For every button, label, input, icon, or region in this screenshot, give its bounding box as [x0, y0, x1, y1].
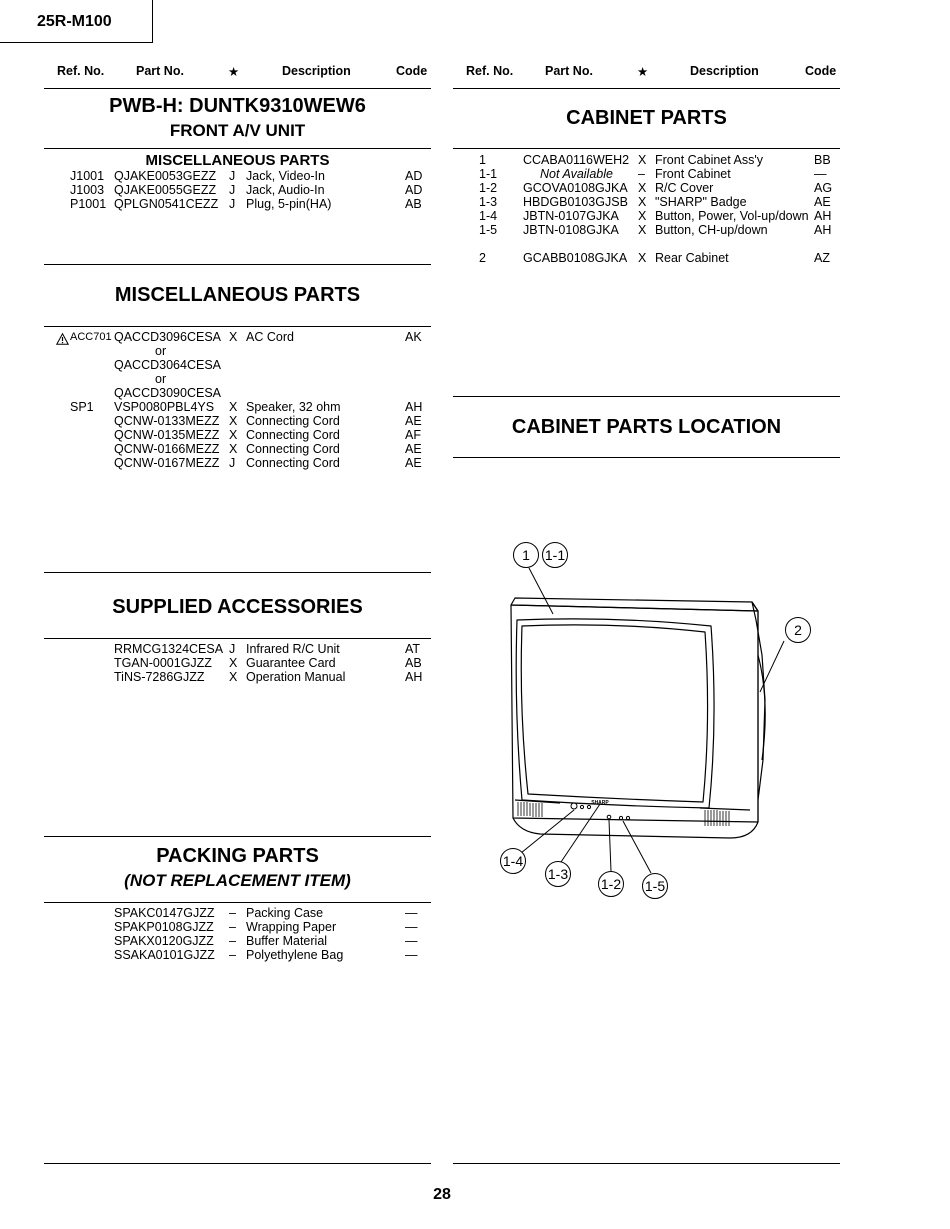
description: Button, Power, Vol-up/down — [655, 209, 809, 223]
mark: X — [638, 223, 647, 237]
description: Jack, Video-In — [246, 169, 325, 183]
tv-front-bezel — [511, 605, 758, 822]
callout-label: 2 — [794, 622, 802, 638]
mark: X — [638, 195, 647, 209]
description: Connecting Cord — [246, 428, 340, 442]
part-no: JBTN-0108GJKA — [523, 223, 619, 237]
divider — [44, 264, 431, 265]
part-no: QCNW-0167MEZZ — [114, 456, 220, 470]
mark: J — [229, 642, 236, 656]
code: — — [405, 906, 418, 920]
description: Speaker, 32 ohm — [246, 400, 341, 414]
ref-no: 1-5 — [479, 223, 498, 237]
description: Operation Manual — [246, 670, 346, 684]
ref-no: 1-3 — [479, 195, 498, 209]
pwb-subtitle: FRONT A/V UNIT — [169, 121, 306, 140]
part-no: or — [155, 344, 167, 358]
divider — [44, 836, 431, 837]
part-no: GCOVA0108GJKA — [523, 181, 628, 195]
divider — [453, 1163, 840, 1164]
callout-label: 1-2 — [600, 876, 622, 892]
part-no: QACCD3096CESA — [114, 330, 221, 344]
col-code: Code — [396, 64, 428, 78]
mark: X — [638, 181, 647, 195]
divider — [44, 902, 431, 903]
tv-rear-side — [752, 602, 765, 822]
divider — [44, 638, 431, 639]
part-no: JBTN-0107GJKA — [523, 209, 619, 223]
part-no: HBDGB0103GJSB — [523, 195, 628, 209]
code: AH — [405, 670, 423, 684]
divider — [44, 88, 431, 89]
ref-no: P1001 — [70, 197, 107, 211]
description: Packing Case — [246, 906, 324, 920]
code: AD — [405, 169, 423, 183]
ref-no: 1-1 — [479, 167, 498, 181]
description: Rear Cabinet — [655, 251, 729, 265]
mark: X — [638, 209, 647, 223]
part-no: TGAN-0001GJZZ — [114, 656, 212, 670]
code: AB — [405, 197, 422, 211]
ref-no: 1-2 — [479, 181, 498, 195]
col-part: Part No. — [545, 64, 593, 78]
part-no: RRMCG1324CESA — [114, 642, 224, 656]
col-desc: Description — [282, 64, 351, 78]
divider — [44, 148, 431, 149]
description: Polyethylene Bag — [246, 948, 344, 962]
ref-no: 1-4 — [479, 209, 498, 223]
col-ref: Ref. No. — [57, 64, 105, 78]
mark: – — [638, 167, 645, 181]
code: AZ — [814, 251, 830, 265]
mark: – — [229, 948, 236, 962]
mark: – — [229, 920, 236, 934]
model-number: 25R-M100 — [0, 0, 153, 43]
divider — [453, 88, 840, 89]
code: — — [814, 167, 827, 181]
code: — — [405, 920, 418, 934]
description: Wrapping Paper — [246, 920, 337, 934]
misc-title: MISCELLANEOUS PARTS — [114, 284, 361, 306]
mark: X — [229, 330, 238, 344]
callout-label: 1 — [522, 547, 530, 563]
part-no: GCABB0108GJKA — [523, 251, 628, 265]
description: Infrared R/C Unit — [246, 642, 340, 656]
mark: X — [638, 153, 647, 167]
packing-subtitle: (NOT REPLACEMENT ITEM) — [124, 871, 351, 890]
location-title: CABINET PARTS LOCATION — [511, 416, 782, 438]
col-desc: Description — [690, 64, 759, 78]
mark: J — [229, 183, 236, 197]
code: BB — [814, 153, 831, 167]
mark: X — [229, 656, 238, 670]
ref-no: 1 — [479, 153, 486, 167]
tv-screen — [521, 625, 707, 802]
mark: X — [229, 414, 238, 428]
ref-no: ACC701 — [70, 331, 112, 343]
accessories-title: SUPPLIED ACCESSORIES — [112, 596, 363, 618]
code: AE — [405, 414, 422, 428]
part-no: QPLGN0541CEZZ — [114, 197, 219, 211]
tv-screen-outer — [516, 619, 714, 808]
part-no: QACCD3064CESA — [114, 358, 221, 372]
ref-no: SP1 — [70, 400, 94, 414]
ref-no: J1001 — [70, 169, 105, 183]
col-ref: Ref. No. — [466, 64, 514, 78]
description: R/C Cover — [655, 181, 714, 195]
col-part: Part No. — [136, 64, 184, 78]
code: AE — [405, 456, 422, 470]
code: AH — [814, 223, 832, 237]
callout-label: 1-3 — [547, 866, 569, 882]
code: AE — [405, 442, 422, 456]
description: Connecting Cord — [246, 442, 340, 456]
col-star: ★ — [228, 65, 240, 79]
callout-label: 1-5 — [644, 878, 666, 894]
part-no: SPAKP0108GJZZ — [114, 920, 214, 934]
part-no: QJAKE0053GEZZ — [114, 169, 217, 183]
code: — — [405, 948, 418, 962]
mark: – — [229, 934, 236, 948]
callout-label: 1-1 — [544, 547, 566, 563]
mark: – — [229, 906, 236, 920]
description: Buffer Material — [246, 934, 328, 948]
divider — [453, 457, 840, 458]
tv-cabinet-diagram — [453, 530, 853, 910]
col-star: ★ — [637, 65, 649, 79]
part-no: QACCD3090CESA — [114, 386, 221, 400]
description: AC Cord — [246, 330, 294, 344]
part-no: QJAKE0055GEZZ — [114, 183, 217, 197]
divider — [44, 326, 431, 327]
cabinet-title: CABINET PARTS — [566, 107, 727, 129]
code: AB — [405, 656, 422, 670]
packing-title: PACKING PARTS — [156, 845, 319, 867]
col-code: Code — [805, 64, 837, 78]
code: AE — [814, 195, 831, 209]
sharp-badge: SHARP — [591, 800, 609, 806]
description: Connecting Cord — [246, 456, 340, 470]
divider — [453, 396, 840, 397]
description: Front Cabinet — [655, 167, 731, 181]
part-no: SPAKC0147GJZZ — [114, 906, 215, 920]
description: Guarantee Card — [246, 656, 336, 670]
description: Button, CH-up/down — [655, 223, 768, 237]
pwb-section-title: MISCELLANEOUS PARTS — [145, 152, 330, 169]
description: "SHARP" Badge — [655, 195, 747, 209]
part-no: TiNS-7286GJZZ — [114, 670, 205, 684]
part-no: or — [155, 372, 167, 386]
mark: J — [229, 197, 236, 211]
mark: X — [229, 442, 238, 456]
part-no: SSAKA0101GJZZ — [114, 948, 215, 962]
part-no: SPAKX0120GJZZ — [114, 934, 214, 948]
code: AF — [405, 428, 421, 442]
part-no: VSP0080PBL4YS — [114, 400, 215, 414]
divider — [453, 148, 840, 149]
part-no: CCABA0116WEH2 — [523, 153, 630, 167]
description: Front Cabinet Ass'y — [655, 153, 763, 167]
mark: X — [229, 428, 238, 442]
code: AD — [405, 183, 423, 197]
callout-label: 1-4 — [502, 853, 524, 869]
code: AK — [405, 330, 422, 344]
code: AT — [405, 642, 421, 656]
ref-no: J1003 — [70, 183, 105, 197]
code: AH — [405, 400, 423, 414]
code: — — [405, 934, 418, 948]
part-no: QCNW-0133MEZZ — [114, 414, 220, 428]
warning-icon — [56, 333, 69, 345]
mark: X — [229, 670, 238, 684]
page-number: 28 — [433, 1186, 451, 1203]
mark: X — [229, 400, 238, 414]
part-no: Not Available — [540, 167, 613, 181]
mark: J — [229, 456, 236, 470]
divider — [44, 1163, 431, 1164]
tv-rear-curve — [758, 655, 765, 760]
ref-no: 2 — [479, 251, 486, 265]
code: AG — [814, 181, 833, 195]
part-no: QCNW-0135MEZZ — [114, 428, 220, 442]
code: AH — [814, 209, 832, 223]
description: Plug, 5-pin(HA) — [246, 197, 332, 211]
pwb-title: PWB-H: DUNTK9310WEW6 — [109, 95, 366, 117]
description: Jack, Audio-In — [246, 183, 325, 197]
mark: J — [229, 169, 236, 183]
description: Connecting Cord — [246, 414, 340, 428]
part-no: QCNW-0166MEZZ — [114, 442, 220, 456]
mark: X — [638, 251, 647, 265]
divider — [44, 572, 431, 573]
